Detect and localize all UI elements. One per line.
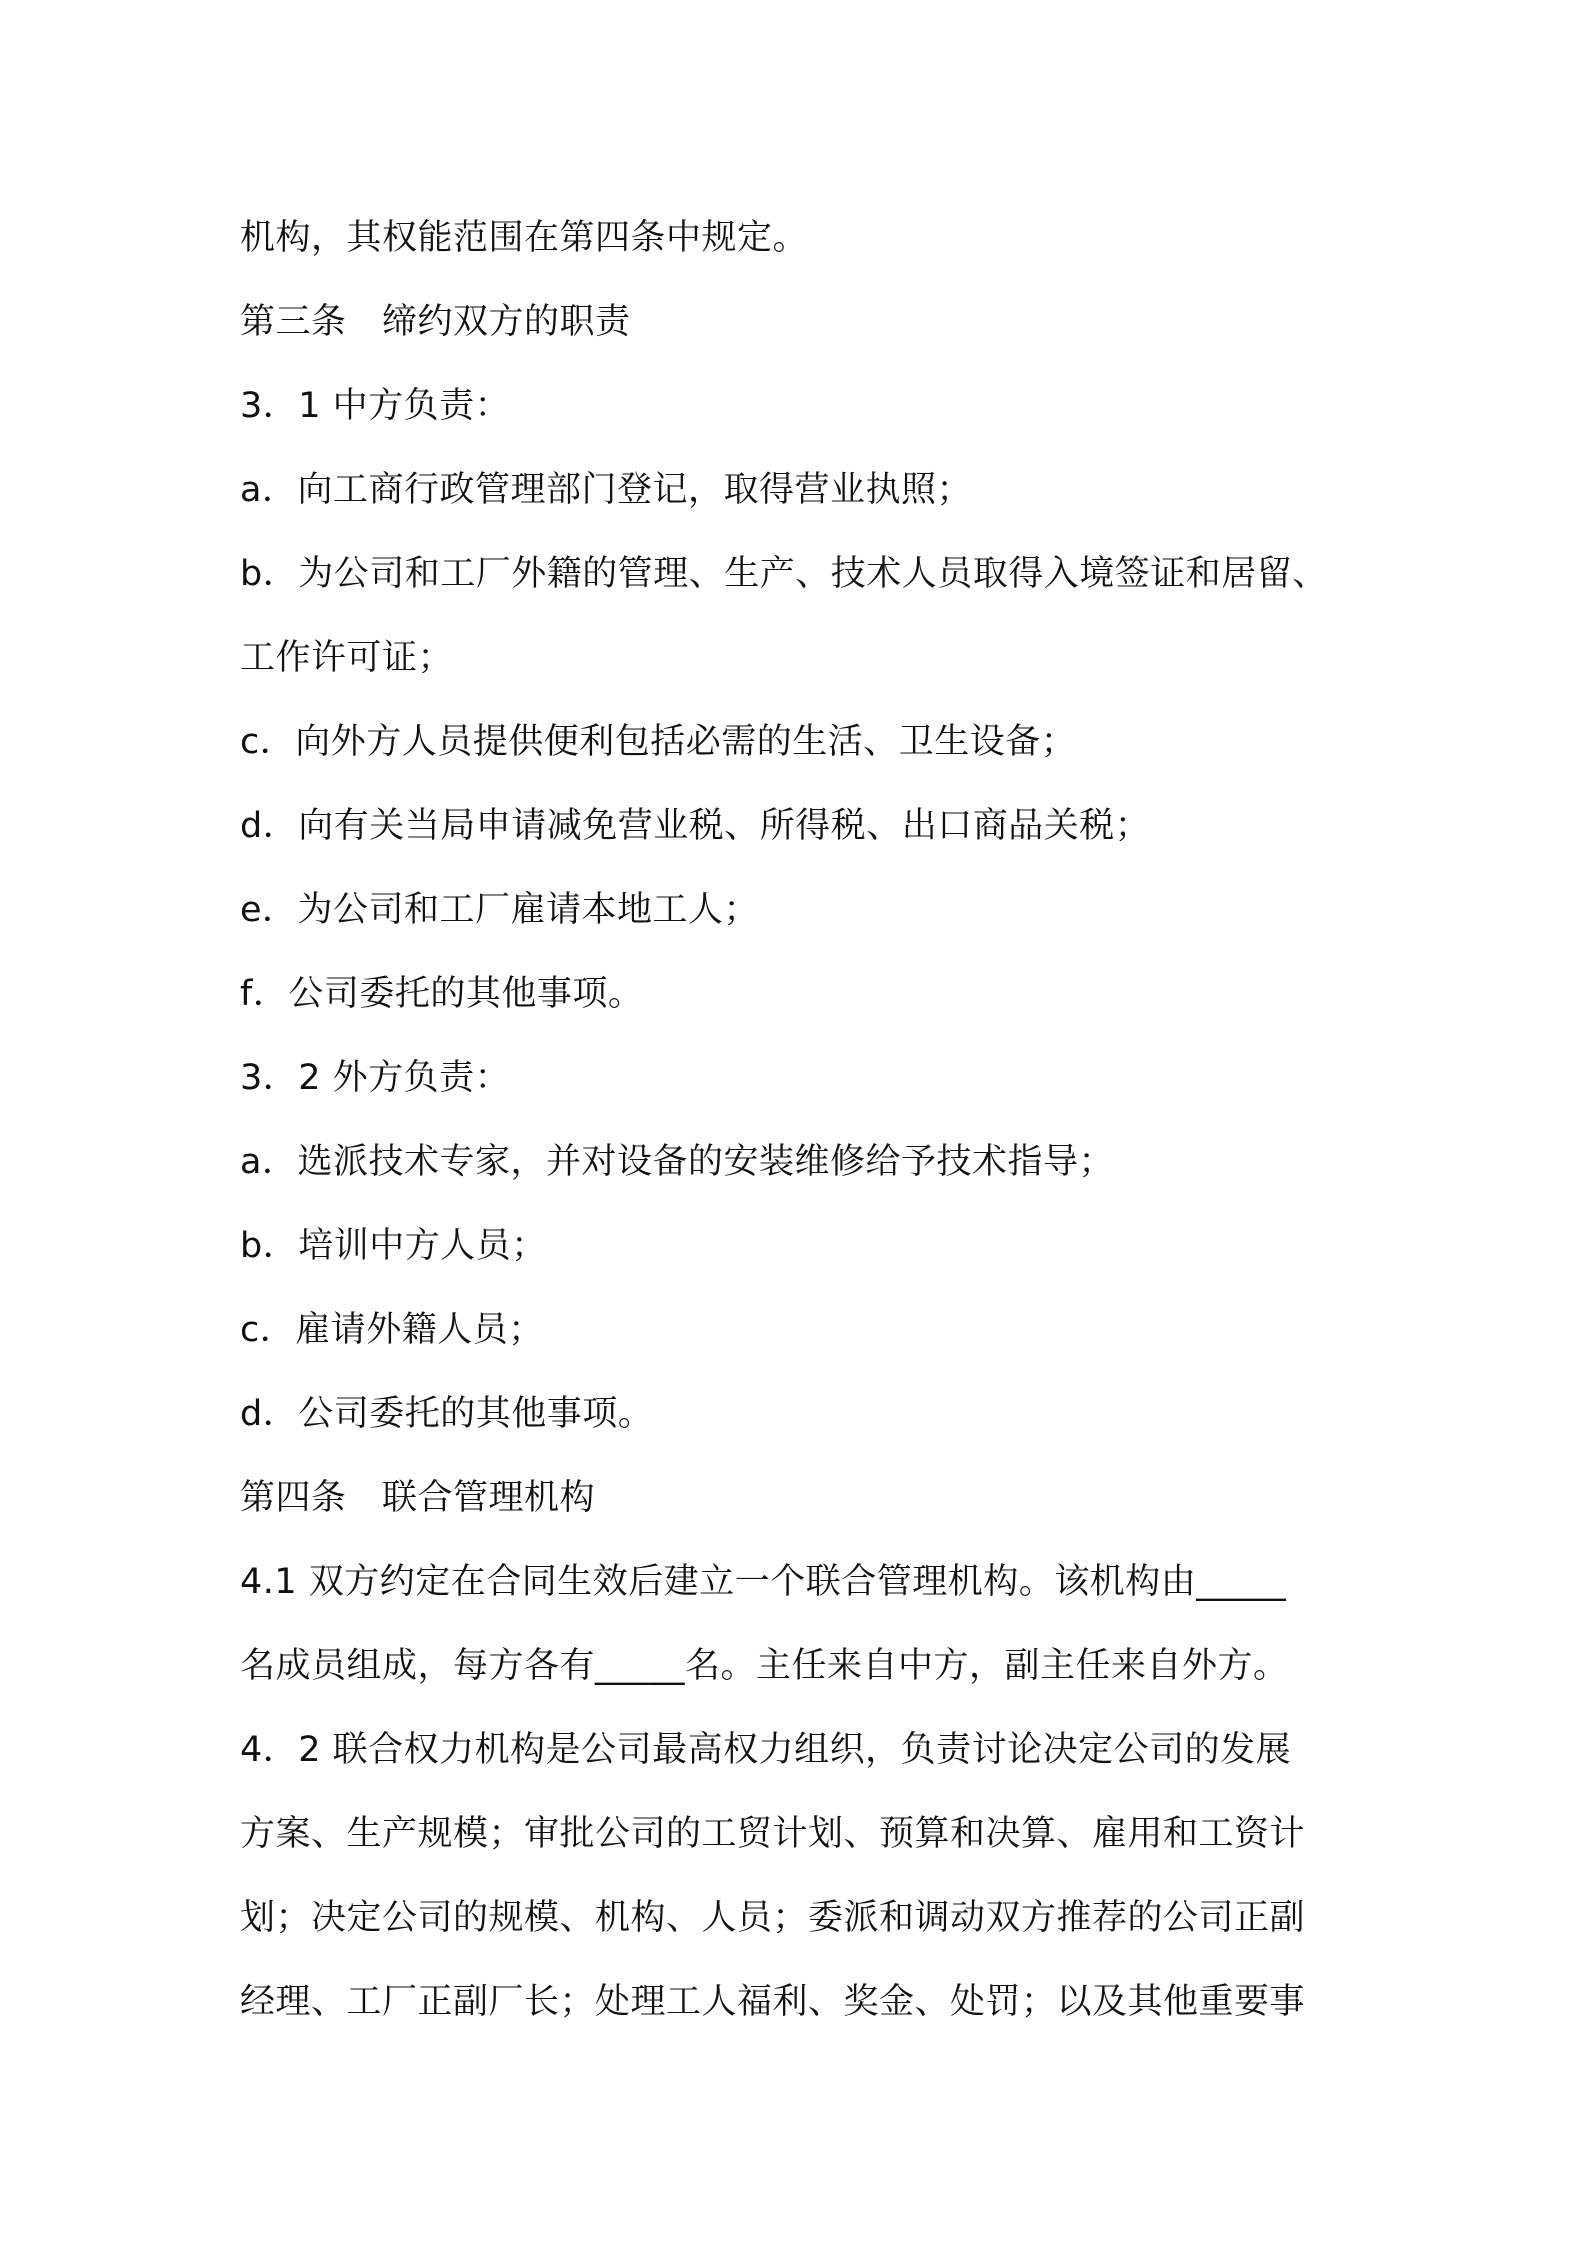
article-heading: 第三条 缔约双方的职责 bbox=[240, 302, 631, 342]
text-line: 划；决定公司的规模、机构、人员；委派和调动双方推荐的公司正副 bbox=[240, 1898, 1306, 1938]
list-item: a．选派技术专家，并对设备的安装维修给予技术指导； bbox=[240, 1142, 1114, 1182]
text-line: 经理、工厂正副厂长；处理工人福利、奖金、处罚；以及其他重要事 bbox=[240, 1982, 1306, 2022]
document-body bbox=[240, 196, 1360, 2044]
clause-heading: 3．2 外方负责： bbox=[240, 1058, 511, 1098]
list-item: b．培训中方人员； bbox=[240, 1226, 547, 1266]
text-line: 名成员组成，每方各有_____名。主任来自中方，副主任来自外方。 bbox=[240, 1646, 1289, 1686]
list-item: a．向工商行政管理部门登记，取得营业执照； bbox=[240, 470, 972, 510]
list-item: d．向有关当局申请减免营业税、所得税、出口商品关税； bbox=[240, 806, 1151, 846]
list-item: c．向外方人员提供便利包括必需的生活、卫生设备； bbox=[240, 722, 1077, 762]
clause-text: 4．2 联合权力机构是公司最高权力组织，负责讨论决定公司的发展 bbox=[240, 1730, 1292, 1770]
text-line: 工作许可证； bbox=[240, 638, 454, 678]
article-heading: 第四条 联合管理机构 bbox=[240, 1478, 596, 1518]
text-line: 方案、生产规模；审批公司的工贸计划、预算和决算、雇用和工资计 bbox=[240, 1814, 1306, 1854]
list-item: f．公司委托的其他事项。 bbox=[240, 974, 644, 1014]
clause-text: 4.1 双方约定在合同生效后建立一个联合管理机构。该机构由_____ bbox=[240, 1562, 1287, 1602]
text-line: 机构，其权能范围在第四条中规定。 bbox=[240, 218, 809, 258]
list-item: d．公司委托的其他事项。 bbox=[240, 1394, 654, 1434]
list-item: b．为公司和工厂外籍的管理、生产、技术人员取得入境签证和居留、 bbox=[240, 554, 1328, 594]
list-item: e．为公司和工厂雇请本地工人； bbox=[240, 890, 760, 930]
list-item: c．雇请外籍人员； bbox=[240, 1310, 544, 1350]
clause-heading: 3．1 中方负责： bbox=[240, 386, 511, 426]
